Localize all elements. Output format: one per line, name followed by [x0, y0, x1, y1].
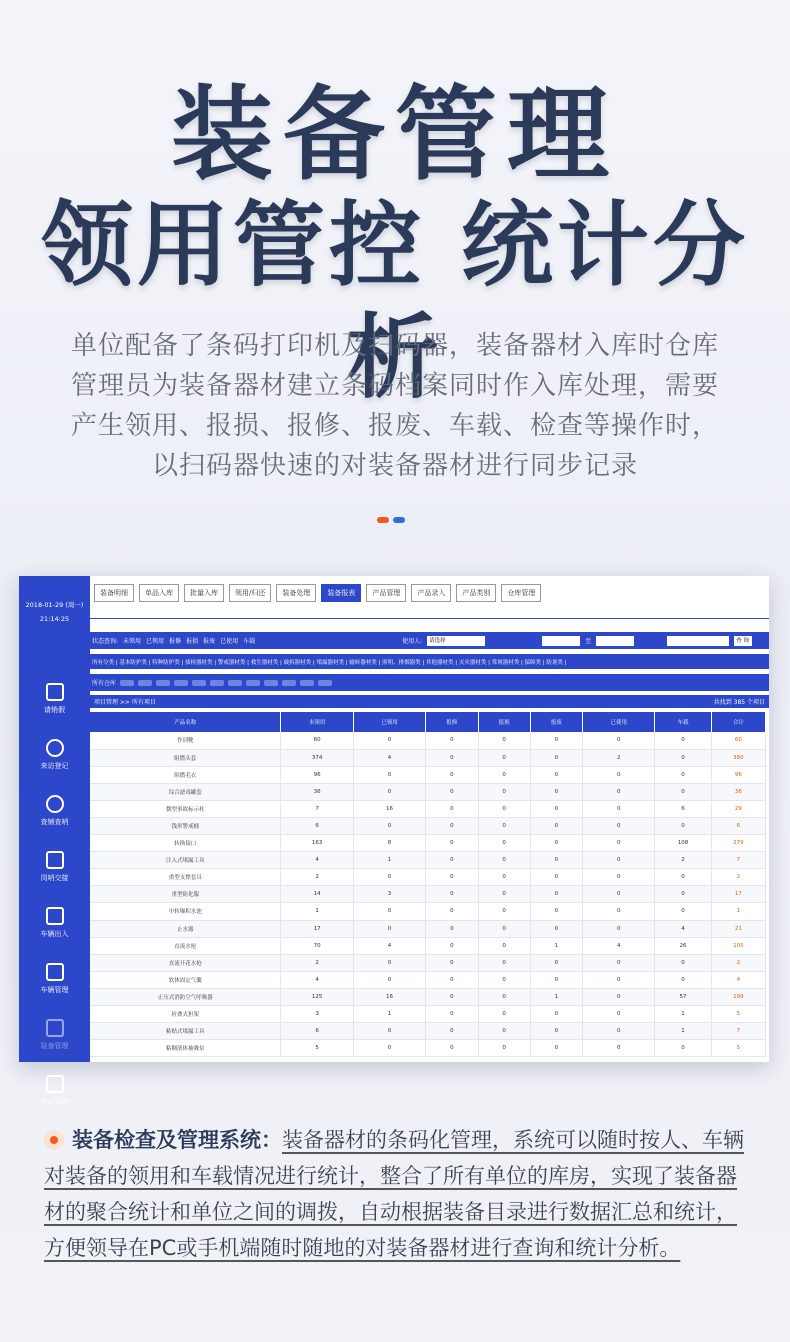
table-body	[90, 732, 766, 1057]
table-cell: 380	[711, 749, 765, 766]
table-cell: 0	[426, 749, 478, 766]
table-cell: 374	[281, 749, 353, 766]
table-cell: 0	[478, 920, 530, 937]
intro-line: 单位配备了条码打印机及扫码器，装备器材入库时仓库	[70, 331, 719, 361]
table-cell: 阻燃头套	[90, 749, 281, 766]
table-cell: 2	[711, 869, 765, 886]
table-cell: 0	[353, 783, 425, 800]
hero-title-1: 装备管理	[171, 76, 619, 195]
table-cell: 4	[655, 920, 711, 937]
table-cell: 1	[353, 852, 425, 869]
tab-product-mgmt[interactable]: 产品管理	[366, 584, 406, 602]
blurred-item	[300, 680, 314, 686]
table-cell: 0	[478, 749, 530, 766]
sidebar-item-handover[interactable]	[19, 842, 90, 892]
filter-status[interactable]: 报损	[186, 638, 199, 645]
table-cell: 0	[478, 869, 530, 886]
exchange-icon	[46, 851, 64, 869]
to-label: 至	[585, 638, 592, 645]
table-cell: 0	[353, 1023, 425, 1040]
table-row[interactable]	[90, 937, 766, 954]
table-cell: 0	[530, 954, 582, 971]
table-cell: 直流开花水枪	[90, 954, 281, 971]
table-row[interactable]	[90, 749, 766, 766]
table-cell: 0	[583, 817, 655, 834]
intro-line: 管理员为装备器材建立条码档案同时作入库处理，需要	[70, 371, 719, 401]
table-cell: 重型支撑套具	[90, 869, 281, 886]
table-cell: 0	[478, 954, 530, 971]
table-cell: 60	[281, 732, 353, 749]
clipboard-icon	[46, 683, 64, 701]
tab-equipment-report[interactable]: 装备报表	[321, 584, 361, 602]
table-cell: 3	[281, 1006, 353, 1023]
table-cell: 2	[281, 954, 353, 971]
table-cell: 0	[655, 766, 711, 783]
table-cell: 60	[711, 732, 765, 749]
user-select[interactable]: 请选择	[427, 636, 485, 646]
table-cell: 0	[478, 1006, 530, 1023]
table-cell: 0	[583, 903, 655, 920]
table-cell: 0	[530, 732, 582, 749]
table-cell: 注入式堵漏工具	[90, 852, 281, 869]
table-cell: 0	[530, 783, 582, 800]
table-cell: 1	[281, 903, 353, 920]
table-cell: 0	[353, 869, 425, 886]
table-cell: 2	[281, 869, 353, 886]
filter-status[interactable]: 已领用	[146, 638, 165, 645]
table-cell: 0	[530, 749, 582, 766]
table-cell: 重型防化服	[90, 886, 281, 903]
table-cell: 阻燃毛衣	[90, 766, 281, 783]
table-cell: 105	[711, 937, 765, 954]
table-cell: 折叠式担架	[90, 1006, 281, 1023]
intro-line: 以扫码器快速的对装备器材进行同步记录	[151, 451, 638, 481]
sidebar-item-label: 请销假	[44, 706, 65, 714]
sidebar-item-equipment[interactable]	[19, 1010, 90, 1060]
table-cell: 0	[530, 766, 582, 783]
table-row[interactable]	[90, 903, 766, 920]
table-row[interactable]	[90, 1023, 766, 1040]
table-row[interactable]	[90, 971, 766, 988]
table-row[interactable]	[90, 920, 766, 937]
blurred-item	[246, 680, 260, 686]
table-cell: 8	[353, 835, 425, 852]
table-cell: 5	[281, 1040, 353, 1057]
table-cell: 0	[583, 920, 655, 937]
table-cell: 0	[426, 1023, 478, 1040]
filter-status[interactable]: 报废	[203, 638, 216, 645]
table-row[interactable]	[90, 783, 766, 800]
table-cell: 29	[711, 800, 765, 817]
table-cell: 0	[478, 766, 530, 783]
category-bar[interactable]: 所有分类 | 基本防护类 | 特种防护类 | 侦检器材类 | 警戒器材类 | 救生器材类 | 破拆器材类 | 堵漏器材类 | 输转器材类 | 照明、排烟器类 | 其他器材类 | 灭火器材类 | 常规器材类 | 保障类 | 防暑类 |	[90, 654, 769, 669]
table-cell: 0	[655, 1040, 711, 1057]
sidebar-item-visitor[interactable]	[19, 730, 90, 780]
table-cell: 5	[711, 1006, 765, 1023]
table-cell: 0	[426, 817, 478, 834]
table-cell: 0	[583, 988, 655, 1005]
table-cell: 0	[353, 920, 425, 937]
table-cell: 0	[583, 954, 655, 971]
blurred-item	[174, 680, 188, 686]
table-cell: 1	[530, 937, 582, 954]
table-cell: 0	[583, 971, 655, 988]
table-cell: 粘贴式堵漏工具	[90, 1023, 281, 1040]
result-count: 共找到 385 个项目	[713, 699, 765, 706]
tab-equipment-handling[interactable]: 装备处理	[276, 584, 316, 602]
table-cell: 57	[655, 988, 711, 1005]
table-cell: 0	[530, 800, 582, 817]
table-cell: 14	[281, 886, 353, 903]
blurred-item	[138, 680, 152, 686]
sidebar	[19, 576, 90, 1106]
table-cell: 163	[281, 835, 353, 852]
sidebar-item-label: 考试管理	[40, 1098, 69, 1106]
sidebar-item-vehicle-mgmt[interactable]	[19, 954, 90, 1004]
table-cell: 0	[530, 903, 582, 920]
report-table	[90, 712, 766, 1057]
table-cell: 0	[478, 937, 530, 954]
tab-equipment-detail[interactable]: 装备明细	[94, 584, 134, 602]
table-row[interactable]	[90, 732, 766, 749]
table-cell: 0	[478, 903, 530, 920]
table-cell: 1	[711, 903, 765, 920]
table-cell: 0	[530, 869, 582, 886]
filter-status[interactable]: 车载	[243, 638, 256, 645]
table-row[interactable]	[90, 852, 766, 869]
sidebar-item-label: 车辆出入	[40, 930, 69, 938]
table-cell: 4	[583, 937, 655, 954]
table-cell: 0	[655, 869, 711, 886]
table-cell: 0	[353, 766, 425, 783]
table-cell: 0	[426, 732, 478, 749]
filter-status[interactable]: 报修	[169, 638, 182, 645]
table-row[interactable]	[90, 988, 766, 1005]
sidebar-item-check[interactable]	[19, 786, 90, 836]
table-cell: 0	[478, 886, 530, 903]
table-cell: 36	[281, 783, 353, 800]
table-row[interactable]	[90, 817, 766, 834]
tab-product-entry[interactable]: 产品录入	[411, 584, 451, 602]
table-cell: 0	[583, 800, 655, 817]
table-cell: 0	[426, 920, 478, 937]
column-header[interactable]: 车载	[655, 712, 711, 732]
table-cell: 70	[281, 937, 353, 954]
table-cell: 0	[478, 800, 530, 817]
table-cell: 0	[353, 732, 425, 749]
table-cell: 0	[583, 886, 655, 903]
sidebar-item-vehicle-access[interactable]	[19, 898, 90, 948]
dot-blue	[393, 517, 405, 523]
table-cell: 钱形警戒桶	[90, 817, 281, 834]
table-cell: 16	[353, 988, 425, 1005]
table-cell: 0	[353, 817, 425, 834]
column-header[interactable]: 已使用	[583, 712, 655, 732]
table-cell: 21	[711, 920, 765, 937]
sidebar-item-label: 岗哨交接	[40, 874, 69, 882]
breadcrumb	[90, 695, 769, 708]
table-cell: 0	[426, 835, 478, 852]
intro-line: 产生领用、报损、报修、报废、车载、检查等操作时，	[70, 411, 719, 441]
table-cell: 止水器	[90, 920, 281, 937]
table-cell: 0	[353, 954, 425, 971]
table-cell: 微型事故标示柱	[90, 800, 281, 817]
feature-title: 装备检查及管理系统：	[72, 1128, 282, 1152]
table-cell: 3	[353, 886, 425, 903]
table-cell: 26	[655, 937, 711, 954]
table-cell: 0	[478, 817, 530, 834]
toolbox-icon	[46, 1019, 64, 1037]
sidebar-item-exam[interactable]	[19, 1066, 90, 1116]
table-cell: 1	[530, 988, 582, 1005]
intro-text	[20, 326, 770, 486]
status-filter-bar	[90, 632, 769, 649]
table-cell: 0	[478, 835, 530, 852]
table-cell: 0	[426, 988, 478, 1005]
filter-status[interactable]: 未领用	[123, 638, 142, 645]
table-cell: 0	[426, 971, 478, 988]
date-from-input[interactable]	[542, 636, 580, 646]
table-cell: 0	[426, 1040, 478, 1057]
blurred-item	[264, 680, 278, 686]
table-cell: 17	[281, 920, 353, 937]
table-cell: 2	[583, 749, 655, 766]
tab-product-category[interactable]: 产品类别	[456, 584, 496, 602]
column-header[interactable]: 产品名称	[90, 712, 281, 732]
table-cell: 279	[711, 835, 765, 852]
divider	[90, 618, 769, 619]
table-cell: 0	[583, 835, 655, 852]
table-cell: 直流水枪	[90, 937, 281, 954]
table-cell: 17	[711, 886, 765, 903]
table-cell: 96	[281, 766, 353, 783]
table-cell: 0	[353, 971, 425, 988]
hero-title-2: 领用管控 统计分析	[40, 192, 750, 411]
tab-warehouse-mgmt[interactable]: 仓库管理	[501, 584, 541, 602]
table-cell: 0	[583, 732, 655, 749]
table-cell: 0	[655, 903, 711, 920]
table-cell: 7	[711, 852, 765, 869]
table-row[interactable]	[90, 954, 766, 971]
warehouse-bar	[90, 674, 769, 691]
table-cell: 0	[426, 800, 478, 817]
table-cell: 4	[281, 971, 353, 988]
warehouse-label[interactable]: 所有仓库	[92, 680, 117, 687]
tab-borrow-return[interactable]: 领用/归还	[229, 584, 271, 602]
table-cell: 199	[711, 988, 765, 1005]
table-cell: 0	[478, 1023, 530, 1040]
table-cell: 0	[530, 852, 582, 869]
blurred-item	[192, 680, 206, 686]
table-cell: 0	[655, 783, 711, 800]
tab-single-stock-in[interactable]: 单品入库	[139, 584, 179, 602]
person-search-icon	[46, 795, 64, 813]
table-cell: 综合滤毒罐套	[90, 783, 281, 800]
table-row[interactable]	[90, 800, 766, 817]
table-cell: 0	[655, 954, 711, 971]
table-cell: 0	[426, 852, 478, 869]
table-cell: 0	[426, 869, 478, 886]
app-screenshot	[19, 576, 769, 1106]
feature-text: 装备器材的条码化管理，系统可以随时按人、车辆对装备的领用和车载情况进行统计，整合了所有单位的库房，实现了装备器材的聚合统计和单位之间的调拨，自动根据装备目录进行数据汇总和统计，方便领导在PC或手机端随时随地的对装备器材进行查询和统计分析。	[44, 1128, 744, 1260]
table-cell: 0	[530, 886, 582, 903]
table-row[interactable]	[90, 835, 766, 852]
table-cell: 0	[478, 971, 530, 988]
filter-status[interactable]: 已使用	[220, 638, 239, 645]
date-to-input[interactable]	[596, 636, 634, 646]
query-button[interactable]: 查 询	[734, 636, 752, 646]
divider-dots	[377, 517, 405, 523]
firetruck-icon	[46, 963, 64, 981]
toolbar	[90, 584, 769, 608]
table-cell: 0	[426, 766, 478, 783]
column-header[interactable]: 报损	[478, 712, 530, 732]
table-cell: 0	[583, 766, 655, 783]
sidebar-item-label: 来访登记	[40, 762, 69, 770]
sidebar-item-label: 装备管理	[40, 1042, 69, 1050]
table-cell: 0	[353, 1040, 425, 1057]
sidebar-date	[19, 598, 90, 626]
table-cell: 0	[478, 1040, 530, 1057]
table-cell: 96	[711, 766, 765, 783]
table-cell: 0	[426, 1006, 478, 1023]
table-cell: 0	[530, 1023, 582, 1040]
table-cell: 7	[281, 800, 353, 817]
column-header[interactable]: 未领用	[281, 712, 353, 732]
column-header[interactable]: 已领用	[353, 712, 425, 732]
table-cell: 4	[281, 852, 353, 869]
search-input[interactable]	[667, 636, 729, 646]
breadcrumb-path: 项目管理 >> 所有项目	[94, 699, 156, 706]
table-row[interactable]	[90, 869, 766, 886]
time-text: 21:14:25	[39, 615, 70, 623]
sidebar-item-label: 车辆管理	[40, 986, 69, 994]
column-header[interactable]: 报废	[530, 712, 582, 732]
table-cell: 0	[426, 886, 478, 903]
table-cell: 36	[711, 783, 765, 800]
table-row[interactable]	[90, 766, 766, 783]
table-cell: 0	[583, 1006, 655, 1023]
column-header[interactable]: 合计	[711, 712, 765, 732]
table-cell: 0	[583, 783, 655, 800]
tab-batch-stock-in[interactable]: 批量入库	[184, 584, 224, 602]
table-cell: 6	[711, 817, 765, 834]
blurred-item	[156, 680, 170, 686]
table-cell: 0	[478, 732, 530, 749]
table-cell: 0	[426, 954, 478, 971]
table-cell: 6	[281, 1023, 353, 1040]
date-text: 2018-01-29 (周一)	[25, 601, 84, 609]
table-cell: 软体固定气囊	[90, 971, 281, 988]
table-cell: 0	[530, 920, 582, 937]
table-cell: 0	[655, 817, 711, 834]
table-row[interactable]	[90, 886, 766, 903]
visitor-icon	[46, 739, 64, 757]
table-cell: 16	[353, 800, 425, 817]
table-cell: 0	[583, 869, 655, 886]
blurred-item	[228, 680, 242, 686]
table-cell: 0	[426, 903, 478, 920]
table-cell: 2	[711, 954, 765, 971]
table-cell: 0	[583, 1023, 655, 1040]
blurred-item	[210, 680, 224, 686]
table-cell: 0	[478, 852, 530, 869]
table-cell: 正压式消防空气呼吸器	[90, 988, 281, 1005]
table-cell: 0	[655, 886, 711, 903]
table-cell: 0	[530, 835, 582, 852]
table-cell: 0	[655, 749, 711, 766]
table-cell: 108	[655, 835, 711, 852]
blurred-item	[318, 680, 332, 686]
table-cell: 0	[478, 988, 530, 1005]
table-cell: 转换接口	[90, 835, 281, 852]
table-cell: 0	[426, 937, 478, 954]
table-row[interactable]	[90, 1006, 766, 1023]
filter-label: 状态查询:	[92, 638, 119, 645]
blurred-item	[282, 680, 296, 686]
table-cell: 6	[655, 800, 711, 817]
main-panel	[90, 576, 769, 1062]
table-header	[90, 712, 766, 732]
table-cell: 0	[530, 971, 582, 988]
table-cell: 4	[353, 749, 425, 766]
table-cell: 0	[583, 852, 655, 869]
table-cell: 0	[583, 1040, 655, 1057]
table-cell: 1	[655, 1006, 711, 1023]
table-cell: 作训靴	[90, 732, 281, 749]
table-row[interactable]	[90, 1040, 766, 1057]
blurred-item	[120, 680, 134, 686]
table-cell: 粘稠液体抽吸泵	[90, 1040, 281, 1057]
table-cell: 0	[655, 971, 711, 988]
table-cell: 2	[655, 852, 711, 869]
table-cell: 0	[530, 1040, 582, 1057]
table-cell: 0	[426, 783, 478, 800]
exam-icon	[46, 1075, 64, 1093]
column-header[interactable]: 报修	[426, 712, 478, 732]
table-cell: 中转爆积水池	[90, 903, 281, 920]
table-cell: 7	[711, 1023, 765, 1040]
feature-description	[44, 1122, 756, 1266]
table-cell: 125	[281, 988, 353, 1005]
truck-icon	[46, 907, 64, 925]
table-cell: 5	[711, 1040, 765, 1057]
table-cell: 4	[353, 937, 425, 954]
user-label: 使用人:	[402, 638, 423, 645]
table-cell: 1	[655, 1023, 711, 1040]
table-cell: 1	[353, 1006, 425, 1023]
table-cell: 0	[530, 1006, 582, 1023]
table-cell: 4	[711, 971, 765, 988]
table-cell: 0	[353, 903, 425, 920]
table-cell: 0	[530, 817, 582, 834]
dot-orange	[377, 517, 389, 523]
table-cell: 6	[281, 817, 353, 834]
sidebar-item-leave[interactable]	[19, 674, 90, 724]
table-cell: 0	[655, 732, 711, 749]
table-cell: 0	[478, 783, 530, 800]
sidebar-item-label: 查铺查哨	[40, 818, 69, 826]
